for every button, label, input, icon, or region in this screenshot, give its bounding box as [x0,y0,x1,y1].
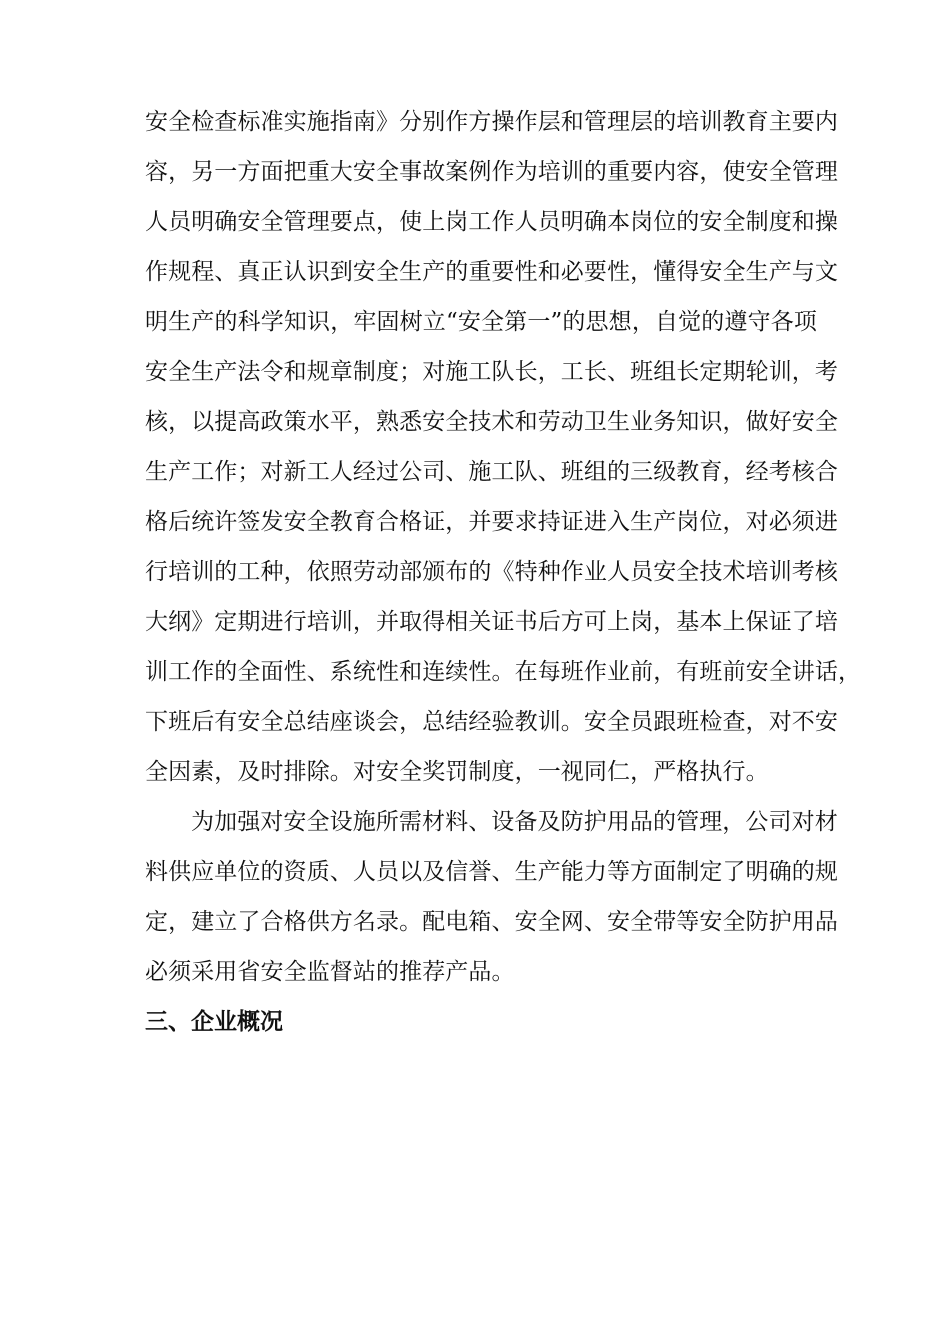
text-line: 明生产的科学知识，牢固树立“安全第一”的思想，自觉的遵守各项 [145,309,817,335]
text-line: 安全生产法令和规章制度；对施工队长，工长、班组长定期轮训，考 [145,359,838,385]
text-line: 人员明确安全管理要点，使上岗工作人员明确本岗位的安全制度和操 [145,209,838,235]
text-line: 必须采用省安全监督站的推荐产品。 [145,959,515,985]
text-line: 定，建立了合格供方名录。配电箱、安全网、安全带等安全防护用品 [145,909,838,935]
text-line: 为加强对安全设施所需材料、设备及防护用品的管理，公司对材 [191,809,838,835]
text-line: 安全检查标准实施指南》分别作方操作层和管理层的培训教育主要内 [145,109,838,135]
text-line: 料供应单位的资质、人员以及信誉、生产能力等方面制定了明确的规 [145,859,838,885]
text-line: 行培训的工种，依照劳动部颁布的《特种作业人员安全技术培训考核 [145,559,838,585]
text-line: 容，另一方面把重大安全事故案例作为培训的重要内容，使安全管理 [145,159,838,185]
text-line: 下班后有安全总结座谈会，总结经验教训。安全员跟班检查，对不安 [145,709,838,735]
document-body [145,97,862,1047]
text-line: 大纲》定期进行培训，并取得相关证书后方可上岗，基本上保证了培 [145,609,838,635]
text-line: 训工作的全面性、系统性和连续性。在每班作业前，有班前安全讲话， [145,659,862,685]
text-line: 生产工作；对新工人经过公司、施工队、班组的三级教育，经考核合 [145,459,838,485]
text-line: 作规程、真正认识到安全生产的重要性和必要性，懂得安全生产与文 [145,259,838,285]
paragraph-training [145,97,862,797]
text-line: 全因素，及时排除。对安全奖罚制度，一视同仁，严格执行。 [145,759,769,785]
text-line: 核，以提高政策水平，熟悉安全技术和劳动卫生业务知识，做好安全 [145,409,838,435]
text-line: 格后统许签发安全教育合格证，并要求持证进入生产岗位，对必须进 [145,509,838,535]
section-heading: 三、企业概况 [145,1009,283,1035]
paragraph-materials [145,797,838,997]
